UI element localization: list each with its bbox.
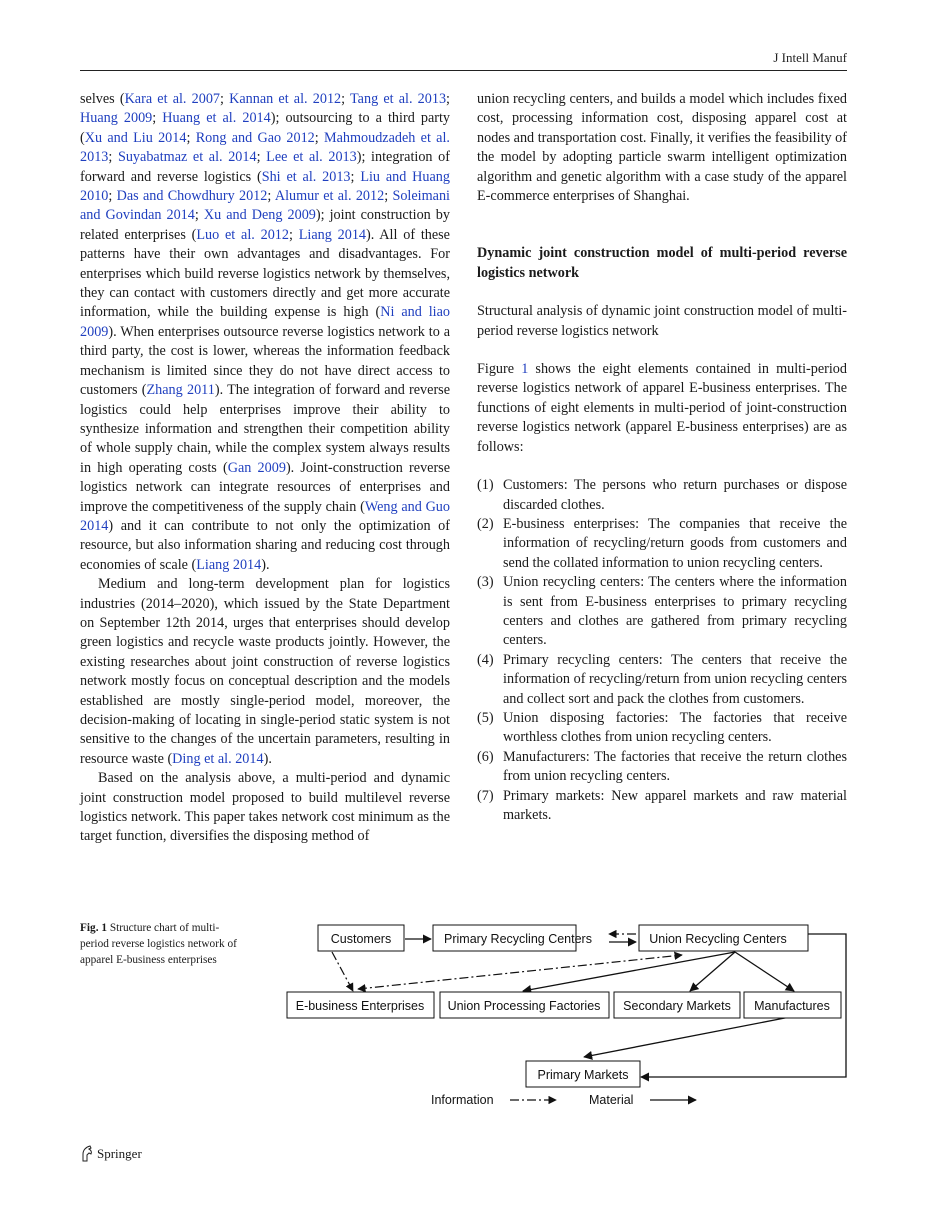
paragraph: Medium and long-term development plan for logistics industries (2014–2020), which issued by the State Department on September 12th 2014, urges that enterprises should develop green logistics and recycle waste products jointly. However, the existing researches about joint construction of reverse logistics network mostly focus on conceptual description and the models established are mostly single-period model, moreover, the decision-making of locating in single-period static system is not sensitive to the changes of the uncertain parameters, resulting in resource waste (Ding et al. 2014).	[80, 576, 450, 767]
arrow-union-to-secondary-markets	[690, 952, 735, 991]
node-secondary-markets: Secondary Markets	[623, 999, 731, 1013]
structure-chart	[280, 915, 860, 1115]
citation-link[interactable]: Suyabatmaz et al. 2014	[117, 149, 257, 166]
node-ebusiness: E-business Enterprises	[295, 999, 425, 1013]
right-column	[477, 90, 847, 825]
list-item: (2) E-business enterprises: The companies that receive the information of recycling/return goods from customers and send the collated information to union recycling centers.	[477, 515, 847, 571]
list-item: (4) Primary recycling centers: The centers that receive the information of recycling/return from union recycling centers and collect sort and pack the clothes from customers.	[477, 651, 847, 707]
node-customers: Customers	[330, 932, 392, 946]
subsection-title: Structural analysis of dynamic joint construction model of multi-period reverse logistics network	[477, 303, 847, 339]
list-item: (3) Union recycling centers: The centers where the information is sent from E-business enterprises to primary recycling centers and clothes are gathered from primary recycling centers.	[477, 574, 847, 649]
citation-link[interactable]: Xu and Deng 2009	[203, 207, 316, 224]
node-primary-recycling: Primary Recycling Centers	[444, 932, 592, 946]
node-primary-markets: Primary Markets	[537, 1068, 629, 1082]
arrow-manufactures-to-primary-markets	[584, 1017, 790, 1057]
citation-link[interactable]: Kannan et al. 2012	[229, 91, 342, 107]
citation-link[interactable]: Shi et al. 2013	[261, 168, 351, 185]
paragraph: union recycling centers, and builds a model which includes fixed cost, processing information cost, disposing apparel cost at nodes and transportation cost. Finally, it verifies the feasibility of the model by adopting particle swarm intelligent optimization algorithm and genetic algorithm with a case study of the apparel E-commerce enterprises of Shanghai.	[477, 91, 847, 205]
figure-caption	[80, 920, 245, 968]
citation-link[interactable]: Xu and Liu 2014	[84, 129, 187, 146]
legend-information-label: Information	[431, 1093, 494, 1107]
citation-link[interactable]: Weng and Guo 2014	[80, 498, 450, 534]
paragraph: selves (Kara et al. 2007; Kannan et al. 2012; Tang et al. 2013; Huang 2009; Huang et al. 2014); outsourcing to a third party (Xu and Liu 2014; Rong and Gao 2012; Mahmoudzadeh et al. 2013; Suyabatmaz et al. 2014; Lee et al. 2013); integration of forward and reverse logistics (Shi et al. 2013; Liu and Huang 2010; Das and Chowdhury 2012; Alumur et al. 2012; Soleimani and Govindan 2014; Xu and Deng 2009); joint construction by related enterprises (Luo et al. 2012; Liang 2014). All of these patterns have their own advantages and disadvantages. For enterprises which build reverse logistics network by themselves, they can contact with customers directly and get more accurate information, while the building expense is high (Ni and liao 2009). When enterprises outsource reverse logistics network to a third party, the cost is lower, whereas the information feedback mechanism is limited since they do not have direct access to customers (Zhang 2011). The integration of forward and reverse logistics could help enterprises improve their ability to synthesize information and strengthen their competition ability of whole supply chain, while the complex system always results in high operating costs (Gan 2009). Joint-construction reverse logistics network can integrate resources of enterprises and improve the competitiveness of the supply chain (Weng and Guo 2014) and it can contribute to not only the optimization of resource, but also information sharing and reducing cost through economies of scale (Liang 2014).	[80, 91, 451, 573]
footer	[80, 1145, 142, 1162]
citation-link[interactable]: Liang 2014	[196, 556, 262, 573]
left-column	[80, 90, 450, 847]
arrow-union-to-manufactures	[735, 952, 794, 991]
citation-link[interactable]: Kara et al. 2007	[124, 91, 221, 107]
legend-material-label: Material	[589, 1093, 634, 1107]
publisher-name: Springer	[97, 1145, 142, 1161]
citation-link[interactable]: Tang et al. 2013	[350, 91, 447, 107]
citation-link[interactable]: Zhang 2011	[146, 382, 215, 399]
paragraph: Based on the analysis above, a multi-period and dynamic joint construction model proposed to build multilevel reverse logistics network. This paper takes network cost minimum as the target function, diversifies the disposing method of	[80, 770, 450, 845]
citation-link[interactable]: Liang 2014	[298, 226, 367, 243]
list-item: (6) Manufacturers: The factories that receive the return clothes from union recycling centers.	[477, 748, 847, 785]
citation-link[interactable]: Huang 2009	[80, 110, 153, 127]
citation-link[interactable]: Liu and Huang 2010	[80, 168, 450, 205]
node-manufactures: Manufactures	[754, 999, 830, 1013]
node-union-recycling: Union Recycling Centers	[649, 932, 787, 946]
element-list	[477, 476, 847, 825]
info-arrow-customers-to-ebusiness	[332, 952, 353, 991]
citation-link[interactable]: Ding et al. 2014	[172, 750, 264, 767]
citation-link[interactable]: Lee et al. 2013	[266, 149, 357, 166]
header-rule	[80, 70, 847, 71]
list-item: (7) Primary markets: New apparel markets and raw material markets.	[477, 787, 847, 823]
citation-link[interactable]: Das and Chowdhury 2012	[116, 188, 268, 205]
citation-link[interactable]: Alumur et al. 2012	[274, 188, 385, 205]
running-head: J Intell Manuf	[773, 50, 847, 65]
section-title: Dynamic joint construction model of multi-period reverse logistics network	[477, 245, 847, 281]
figure-caption-text: Structure chart of multi-period reverse logistics network of apparel E-business enterprises	[80, 922, 237, 966]
springer-horse-icon	[80, 1145, 94, 1162]
list-item: (5) Union disposing factories: The factories that receive worthless clothes from union recycling centers.	[477, 709, 847, 746]
paragraph: Figure 1 shows the eight elements contained in multi-period reverse logistics network of apparel E-business enterprises. The functions of eight elements in multi-period of joint-construction reverse logistics network (apparel E-business enterprises) are as follows:	[477, 361, 847, 455]
list-item: (1) Customers: The persons who return purchases or dispose discarded clothes.	[477, 477, 847, 513]
citation-link[interactable]: Soleimani and Govindan 2014	[80, 188, 450, 224]
node-union-processing: Union Processing Factories	[447, 999, 601, 1013]
info-arrow-ebusiness-union-link	[358, 955, 682, 989]
citation-link[interactable]: Mahmoudzadeh et al. 2013	[80, 129, 450, 166]
figure-label: Fig. 1	[80, 922, 107, 934]
citation-link[interactable]: Ni and liao 2009	[80, 304, 451, 340]
citation-link[interactable]: Rong and Gao 2012	[195, 129, 315, 146]
citation-link[interactable]: Gan 2009	[227, 459, 286, 476]
citation-link[interactable]: Huang et al. 2014	[162, 110, 271, 127]
arrow-union-to-processing	[523, 952, 735, 991]
citation-link[interactable]: Luo et al. 2012	[196, 226, 289, 243]
citation-link[interactable]: 1	[521, 361, 529, 378]
